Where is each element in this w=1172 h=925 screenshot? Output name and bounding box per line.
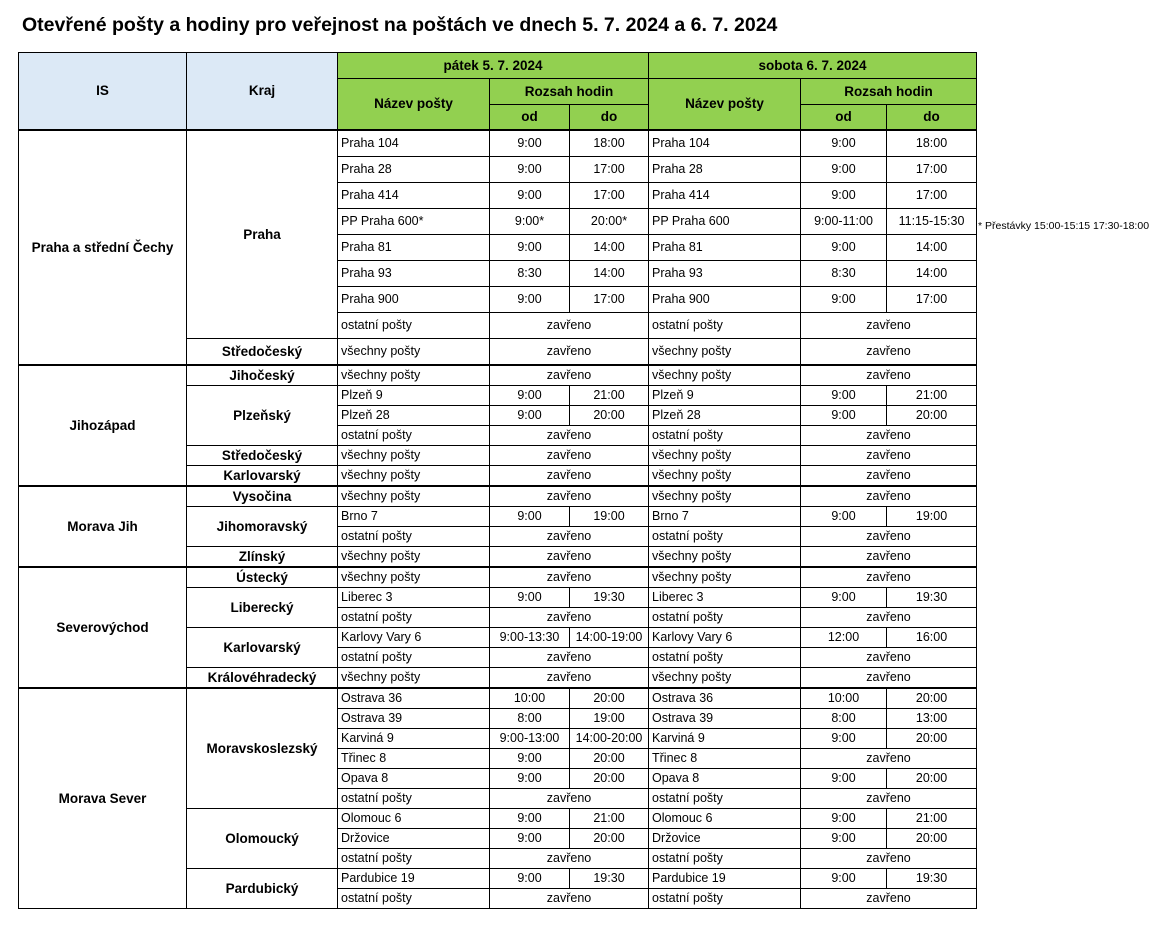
closing-time: 20:00 (570, 828, 649, 848)
opening-time: 9:00 (490, 405, 570, 425)
kraj-cell: Ústecký (187, 567, 338, 588)
post-office-name: ostatní pošty (649, 526, 801, 546)
opening-time: 12:00 (801, 627, 887, 647)
closed-label: zavřeno (801, 312, 977, 338)
opening-time: 8:00 (490, 708, 570, 728)
opening-time: 10:00 (801, 688, 887, 709)
closed-label: zavřeno (801, 486, 977, 507)
closed-label: zavřeno (490, 365, 649, 386)
closing-time: 14:00 (570, 234, 649, 260)
closed-label: zavřeno (490, 567, 649, 588)
post-office-name: ostatní pošty (649, 888, 801, 908)
post-office-name: všechny pošty (649, 486, 801, 507)
closed-label: zavřeno (490, 465, 649, 486)
post-office-name: ostatní pošty (338, 848, 490, 868)
closed-label: zavřeno (801, 647, 977, 667)
header-od-friday: od (490, 105, 570, 130)
kraj-cell: Liberecký (187, 587, 338, 627)
post-office-name: Pardubice 19 (649, 868, 801, 888)
closing-time: 20:00 (887, 768, 977, 788)
post-office-name: Ostrava 39 (649, 708, 801, 728)
post-office-name: Praha 28 (649, 156, 801, 182)
closing-time: 18:00 (887, 130, 977, 157)
closing-time: 20:00 (570, 688, 649, 709)
closing-time: 14:00-20:00 (570, 728, 649, 748)
post-office-name: ostatní pošty (649, 312, 801, 338)
closing-time: 17:00 (570, 156, 649, 182)
post-office-name: ostatní pošty (649, 788, 801, 808)
post-office-name: Praha 104 (338, 130, 490, 157)
opening-time: 9:00 (801, 768, 887, 788)
opening-time: 8:00 (801, 708, 887, 728)
opening-time: 8:30 (801, 260, 887, 286)
opening-time: 9:00 (490, 808, 570, 828)
closed-label: zavřeno (801, 567, 977, 588)
post-office-name: všechny pošty (649, 567, 801, 588)
closed-label: zavřeno (801, 546, 977, 567)
kraj-cell: Praha (187, 130, 338, 339)
break-note: * Přestávky 15:00-15:15 17:30-18:00 (978, 220, 1150, 232)
post-office-name: Brno 7 (338, 506, 490, 526)
post-office-name: Opava 8 (338, 768, 490, 788)
opening-time: 9:00 (801, 405, 887, 425)
post-office-name: Držovice (649, 828, 801, 848)
closed-label: zavřeno (490, 486, 649, 507)
is-cell: Morava Sever (19, 688, 187, 909)
closing-time: 13:00 (887, 708, 977, 728)
closing-time: 16:00 (887, 627, 977, 647)
kraj-cell: Středočeský (187, 445, 338, 465)
post-office-name: PP Praha 600 (649, 208, 801, 234)
post-office-name: všechny pošty (338, 465, 490, 486)
post-office-name: všechny pošty (649, 445, 801, 465)
post-office-name: Plzeň 28 (649, 405, 801, 425)
post-office-name: Držovice (338, 828, 490, 848)
table-body (19, 130, 977, 909)
opening-time: 9:00 (801, 828, 887, 848)
closing-time: 19:00 (887, 506, 977, 526)
kraj-cell: Karlovarský (187, 465, 338, 486)
closing-time: 14:00-19:00 (570, 627, 649, 647)
header-rozsah-friday: Rozsah hodin (490, 79, 649, 105)
opening-time: 9:00 (801, 506, 887, 526)
table-row (19, 365, 977, 386)
post-office-name: Karlovy Vary 6 (338, 627, 490, 647)
opening-time: 9:00 (801, 156, 887, 182)
closed-label: zavřeno (801, 338, 977, 365)
post-office-name: všechny pošty (338, 365, 490, 386)
post-office-name: Třinec 8 (338, 748, 490, 768)
closed-label: zavřeno (801, 888, 977, 908)
closed-label: zavřeno (490, 647, 649, 667)
post-office-name: Brno 7 (649, 506, 801, 526)
is-cell: Severovýchod (19, 567, 187, 688)
post-office-name: Olomouc 6 (649, 808, 801, 828)
post-office-name: Praha 900 (338, 286, 490, 312)
opening-time: 9:00 (801, 385, 887, 405)
post-office-name: Olomouc 6 (338, 808, 490, 828)
opening-time: 9:00 (490, 587, 570, 607)
opening-time: 9:00 (490, 748, 570, 768)
opening-time: 9:00 (490, 182, 570, 208)
header-nazev-saturday: Název pošty (649, 79, 801, 130)
opening-time: 9:00 (490, 130, 570, 157)
kraj-cell: Karlovarský (187, 627, 338, 667)
post-office-name: ostatní pošty (338, 312, 490, 338)
opening-time: 9:00 (801, 182, 887, 208)
closed-label: zavřeno (490, 888, 649, 908)
table-row (19, 130, 977, 157)
post-office-name: Liberec 3 (338, 587, 490, 607)
post-office-name: všechny pošty (649, 338, 801, 365)
post-office-name: Karviná 9 (338, 728, 490, 748)
closing-time: 17:00 (887, 286, 977, 312)
post-office-name: Praha 93 (338, 260, 490, 286)
closed-label: zavřeno (490, 425, 649, 445)
opening-time: 9:00 (490, 156, 570, 182)
opening-time: 9:00 (801, 286, 887, 312)
closing-time: 21:00 (570, 808, 649, 828)
opening-time: 9:00 (801, 234, 887, 260)
post-office-name: Praha 81 (338, 234, 490, 260)
closing-time: 17:00 (887, 156, 977, 182)
post-office-name: ostatní pošty (649, 848, 801, 868)
kraj-cell: Jihočeský (187, 365, 338, 386)
post-office-name: všechny pošty (338, 667, 490, 688)
closing-time: 14:00 (887, 234, 977, 260)
post-office-name: Praha 81 (649, 234, 801, 260)
closing-time: 19:30 (887, 868, 977, 888)
post-office-name: Karviná 9 (649, 728, 801, 748)
closing-time: 17:00 (887, 182, 977, 208)
opening-time: 9:00 (490, 506, 570, 526)
closing-time: 14:00 (570, 260, 649, 286)
is-cell: Praha a střední Čechy (19, 130, 187, 365)
closed-label: zavřeno (801, 848, 977, 868)
closing-time: 17:00 (570, 286, 649, 312)
header-day-saturday: sobota 6. 7. 2024 (649, 53, 977, 79)
closing-time: 20:00 (570, 405, 649, 425)
post-office-name: Plzeň 28 (338, 405, 490, 425)
post-office-name: ostatní pošty (338, 888, 490, 908)
kraj-cell: Zlínský (187, 546, 338, 567)
closing-time: 21:00 (887, 385, 977, 405)
header-day-friday: pátek 5. 7. 2024 (338, 53, 649, 79)
closing-time: 20:00 (887, 405, 977, 425)
header-nazev-friday: Název pošty (338, 79, 490, 130)
opening-time: 9:00 (801, 130, 887, 157)
closed-label: zavřeno (490, 546, 649, 567)
opening-time: 8:30 (490, 260, 570, 286)
closing-time: 11:15-15:30 (887, 208, 977, 234)
closing-time: 20:00 (887, 688, 977, 709)
opening-time: 9:00-13:30 (490, 627, 570, 647)
post-office-name: Třinec 8 (649, 748, 801, 768)
closed-label: zavřeno (801, 748, 977, 768)
closing-time: 21:00 (570, 385, 649, 405)
post-office-name: Karlovy Vary 6 (649, 627, 801, 647)
closed-label: zavřeno (801, 465, 977, 486)
post-office-name: Ostrava 39 (338, 708, 490, 728)
post-office-name: PP Praha 600* (338, 208, 490, 234)
closing-time: 20:00 (570, 748, 649, 768)
kraj-cell: Jihomoravský (187, 506, 338, 546)
closed-label: zavřeno (490, 445, 649, 465)
closing-time: 20:00 (570, 768, 649, 788)
closed-label: zavřeno (801, 445, 977, 465)
post-office-name: všechny pošty (338, 338, 490, 365)
post-office-name: ostatní pošty (338, 647, 490, 667)
post-office-name: Opava 8 (649, 768, 801, 788)
closing-time: 17:00 (570, 182, 649, 208)
opening-time: 9:00* (490, 208, 570, 234)
opening-time: 9:00 (490, 385, 570, 405)
closing-time: 21:00 (887, 808, 977, 828)
post-office-name: všechny pošty (338, 445, 490, 465)
closing-time: 19:30 (887, 587, 977, 607)
closing-time: 20:00* (570, 208, 649, 234)
kraj-cell: Pardubický (187, 868, 338, 908)
closed-label: zavřeno (801, 667, 977, 688)
header-rozsah-saturday: Rozsah hodin (801, 79, 977, 105)
table-row (19, 486, 977, 507)
kraj-cell: Plzeňský (187, 385, 338, 445)
closed-label: zavřeno (490, 667, 649, 688)
kraj-cell: Vysočina (187, 486, 338, 507)
is-cell: Jihozápad (19, 365, 187, 486)
closing-time: 19:30 (570, 868, 649, 888)
post-office-name: Plzeň 9 (649, 385, 801, 405)
closing-time: 19:00 (570, 708, 649, 728)
closed-label: zavřeno (801, 526, 977, 546)
closing-time: 19:30 (570, 587, 649, 607)
closed-label: zavřeno (801, 425, 977, 445)
post-office-name: Ostrava 36 (338, 688, 490, 709)
header-od-saturday: od (801, 105, 887, 130)
post-office-name: Ostrava 36 (649, 688, 801, 709)
post-office-name: všechny pošty (338, 546, 490, 567)
kraj-cell: Moravskoslezský (187, 688, 338, 809)
post-office-name: všechny pošty (649, 667, 801, 688)
post-office-name: ostatní pošty (338, 526, 490, 546)
kraj-cell: Královéhradecký (187, 667, 338, 688)
closed-label: zavřeno (490, 607, 649, 627)
kraj-cell: Olomoucký (187, 808, 338, 868)
closing-time: 18:00 (570, 130, 649, 157)
closing-time: 20:00 (887, 728, 977, 748)
closing-time: 19:00 (570, 506, 649, 526)
opening-time: 9:00 (490, 868, 570, 888)
post-office-name: Liberec 3 (649, 587, 801, 607)
opening-time: 9:00 (801, 728, 887, 748)
closed-label: zavřeno (801, 365, 977, 386)
post-office-name: Praha 104 (649, 130, 801, 157)
opening-time: 9:00-13:00 (490, 728, 570, 748)
post-office-name: ostatní pošty (649, 647, 801, 667)
post-office-name: ostatní pošty (338, 788, 490, 808)
closed-label: zavřeno (801, 788, 977, 808)
header-is: IS (19, 53, 187, 130)
table-row (19, 688, 977, 709)
post-office-name: Praha 93 (649, 260, 801, 286)
opening-time: 9:00 (801, 808, 887, 828)
opening-time: 9:00 (490, 286, 570, 312)
opening-time: 9:00-11:00 (801, 208, 887, 234)
opening-time: 9:00 (801, 868, 887, 888)
is-cell: Morava Jih (19, 486, 187, 567)
post-office-name: ostatní pošty (338, 607, 490, 627)
closing-time: 14:00 (887, 260, 977, 286)
closed-label: zavřeno (490, 312, 649, 338)
opening-time: 10:00 (490, 688, 570, 709)
closed-label: zavřeno (490, 338, 649, 365)
post-office-name: Pardubice 19 (338, 868, 490, 888)
post-office-name: všechny pošty (338, 567, 490, 588)
header-do-friday: do (570, 105, 649, 130)
opening-hours-table (18, 52, 977, 909)
table-row (19, 567, 977, 588)
opening-time: 9:00 (801, 587, 887, 607)
post-office-name: všechny pošty (649, 365, 801, 386)
opening-time: 9:00 (490, 828, 570, 848)
header-do-saturday: do (887, 105, 977, 130)
post-office-name: Praha 414 (338, 182, 490, 208)
post-office-name: všechny pošty (338, 486, 490, 507)
page-title: Otevřené pošty a hodiny pro veřejnost na poštách ve dnech 5. 7. 2024 a 6. 7. 2024 (22, 14, 778, 36)
post-office-name: ostatní pošty (649, 425, 801, 445)
post-office-name: všechny pošty (649, 546, 801, 567)
post-office-name: všechny pošty (649, 465, 801, 486)
post-office-name: Praha 414 (649, 182, 801, 208)
post-office-name: Praha 28 (338, 156, 490, 182)
closed-label: zavřeno (490, 526, 649, 546)
kraj-cell: Středočeský (187, 338, 338, 365)
post-office-name: ostatní pošty (649, 607, 801, 627)
opening-time: 9:00 (490, 768, 570, 788)
closed-label: zavřeno (490, 788, 649, 808)
post-office-name: Praha 900 (649, 286, 801, 312)
closed-label: zavřeno (490, 848, 649, 868)
opening-time: 9:00 (490, 234, 570, 260)
header-kraj: Kraj (187, 53, 338, 130)
closed-label: zavřeno (801, 607, 977, 627)
post-office-name: ostatní pošty (338, 425, 490, 445)
closing-time: 20:00 (887, 828, 977, 848)
post-office-name: Plzeň 9 (338, 385, 490, 405)
